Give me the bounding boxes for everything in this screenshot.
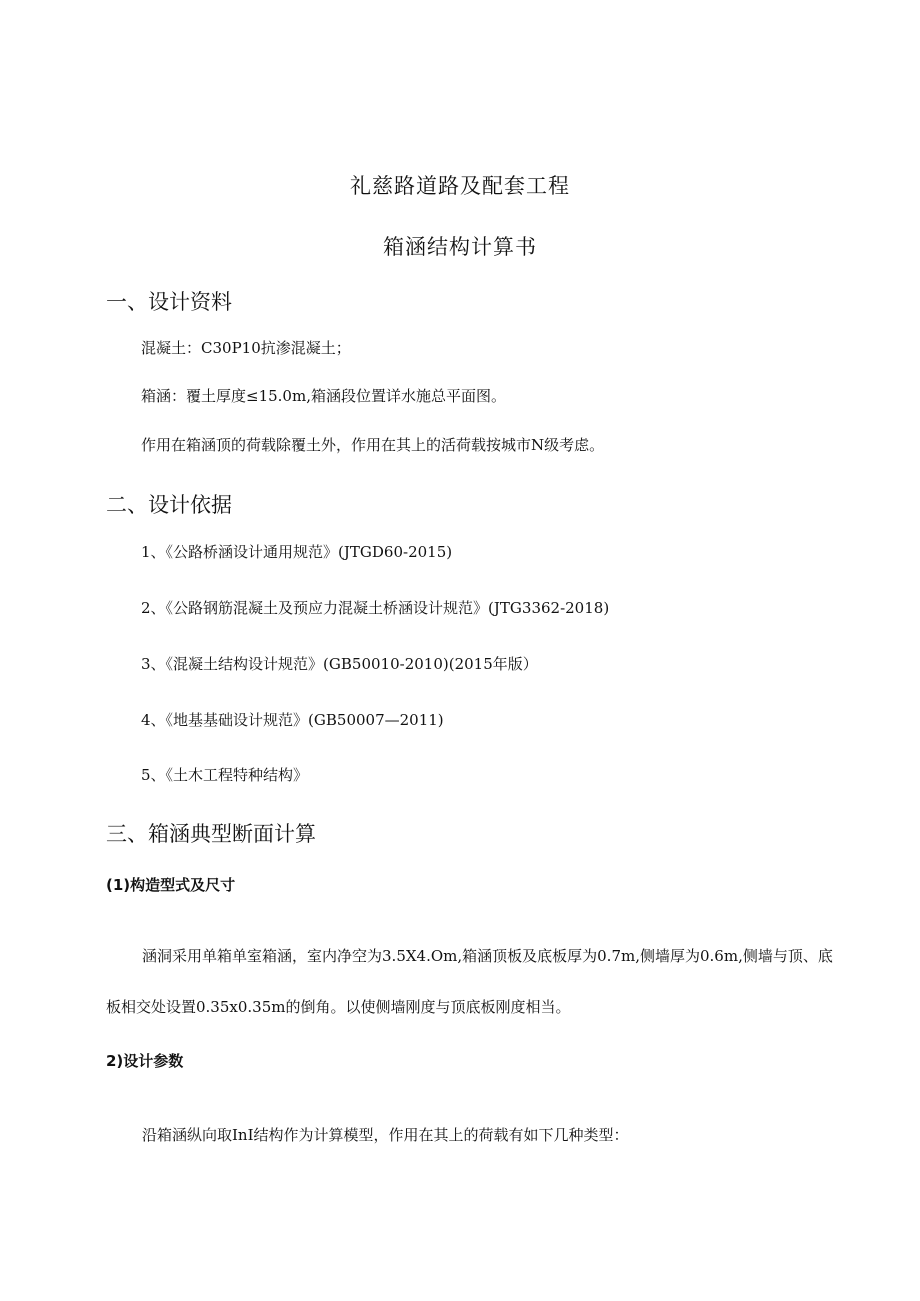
- document-subtitle: 箱涵结构计算书: [383, 235, 537, 259]
- culvert-line: 箱涵：覆土厚度≤15.0m,箱涵段位置详水施总平面图。: [141, 387, 506, 405]
- parameters-paragraph: 沿箱涵纵向取InI结构作为计算模型，作用在其上的荷载有如下几种类型：: [142, 1126, 629, 1144]
- reference-item: 4、《地基基础设计规范》(GB50007—2011): [141, 711, 444, 729]
- document-title: 礼慈路道路及配套工程: [350, 174, 570, 198]
- load-line: 作用在箱涵顶的荷载除覆土外，作用在其上的活荷载按城市N级考虑。: [141, 436, 605, 454]
- section-heading-design-basis: 二、设计依据: [106, 493, 232, 517]
- reference-item: 2、《公路钢筋混凝土及预应力混凝土桥涵设计规范》(JTG3362-2018): [141, 599, 610, 617]
- subsection-heading-parameters: 2)设计参数: [106, 1052, 184, 1070]
- reference-item: 1、《公路桥涵设计通用规范》(JTGD60-2015): [141, 543, 453, 561]
- section-heading-design-data: 一、设计资料: [106, 290, 232, 314]
- subsection-heading-structure: (1)构造型式及尺寸: [106, 876, 236, 894]
- reference-item: 5、《土木工程特种结构》: [141, 766, 309, 784]
- section-heading-typical-section: 三、箱涵典型断面计算: [106, 822, 316, 846]
- concrete-line: 混凝土：C30P10抗渗混凝土；: [141, 339, 351, 357]
- structure-paragraph: 涵洞采用单箱单室箱涵，室内净空为3.5X4.Om,箱涵顶板及底板厚为0.7m,侧墙厚为0.6m,侧墙与顶、底板相交处设置0.35x0.35m的倒角。以使侧墙刚度与顶底板刚度相当。: [106, 947, 833, 1016]
- reference-item: 3、《混凝土结构设计规范》(GB50010-2010)(2015年版）: [141, 655, 538, 673]
